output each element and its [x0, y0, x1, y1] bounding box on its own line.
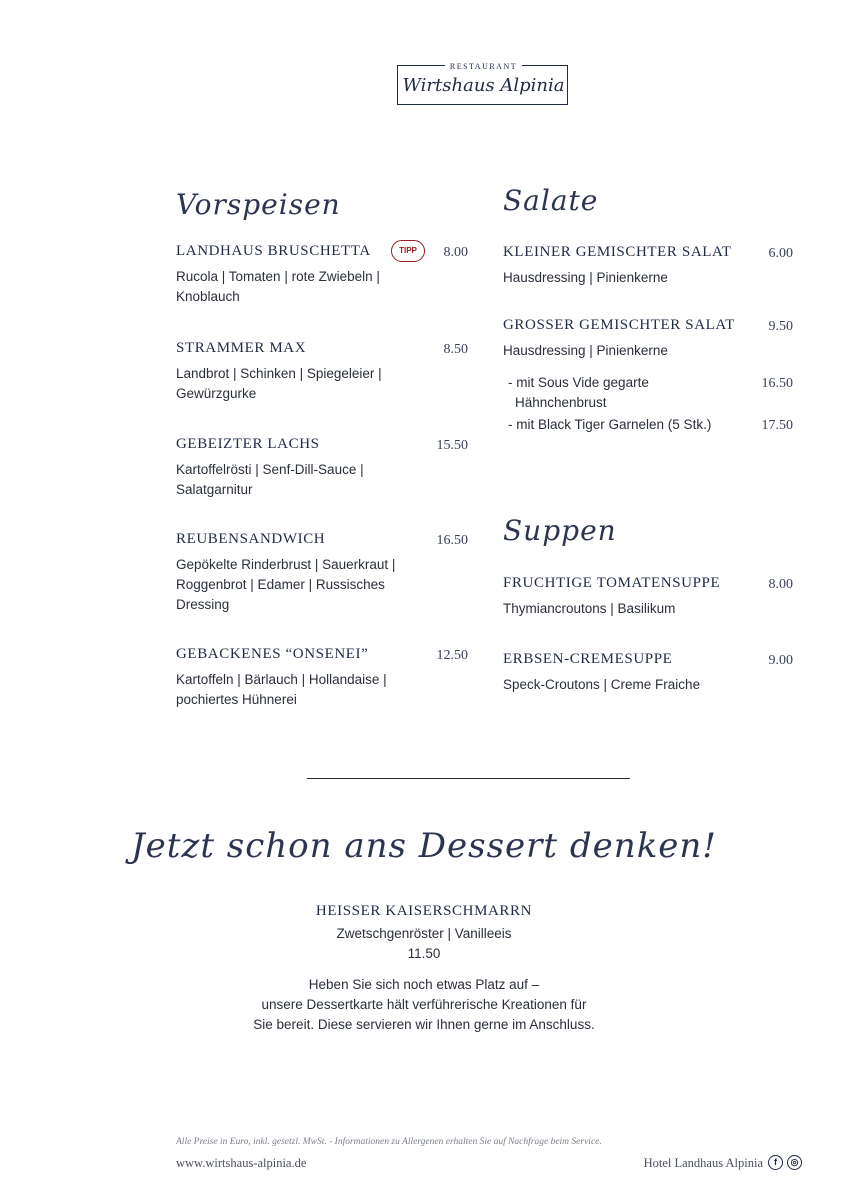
- item-price: 6.00: [768, 246, 793, 261]
- item-name: KLEINER GEMISCHTER SALAT: [503, 244, 732, 260]
- dessert-price: 11.50: [407, 946, 441, 961]
- description-line: Speck-Croutons | Creme Fraiche: [503, 677, 701, 692]
- dessert-note: [0, 975, 848, 1035]
- section-divider: [307, 778, 630, 779]
- item-name: ERBSEN-CREMESUPPE: [503, 651, 673, 667]
- instagram-icon[interactable]: ◎: [787, 1155, 802, 1170]
- restaurant-logo: [397, 56, 570, 108]
- item-description: [503, 341, 668, 361]
- item-name: GROSSER GEMISCHTER SALAT: [503, 317, 735, 333]
- description-line: Kartoffeln | Bärlauch | Hollandaise |: [176, 672, 387, 687]
- logo-script-text: Wirtshaus Alpinia: [402, 75, 565, 96]
- menu-item: [176, 646, 468, 716]
- dessert-name: HEISSER KAISERSCHMARRN: [315, 903, 533, 919]
- item-price: 9.00: [768, 653, 793, 668]
- item-name: REUBENSANDWICH: [176, 531, 326, 547]
- item-name: FRUCHTIGE TOMATENSUPPE: [503, 575, 721, 591]
- item-description: [503, 675, 700, 695]
- salad-extra: [508, 373, 649, 413]
- description-line: Roggenbrot | Edamer | Russisches: [176, 577, 385, 592]
- description-line: Landbrot | Schinken | Spiegeleier |: [176, 366, 382, 381]
- item-price: 15.50: [436, 438, 468, 453]
- extra-line: - mit Black Tiger Garnelen (5 Stk.): [508, 417, 712, 432]
- description-line: Gewürzgurke: [176, 386, 257, 401]
- item-description: [503, 599, 675, 619]
- description-line: Salatgarnitur: [176, 482, 253, 497]
- section-title-suppen: Suppen: [503, 514, 617, 547]
- dessert-note-line: unsere Dessertkarte hält verführerische Kreationen für: [261, 997, 587, 1012]
- section-title-vorspeisen: Vorspeisen: [176, 188, 341, 221]
- salad-extra: [508, 415, 711, 435]
- item-name: LANDHAUS BRUSCHETTA: [176, 243, 371, 259]
- hotel-name: Hotel Landhaus Alpinia: [643, 1156, 763, 1170]
- extra-price: 16.50: [761, 376, 793, 391]
- dessert-note-line: Heben Sie sich noch etwas Platz auf –: [308, 977, 540, 992]
- description-line: Knoblauch: [176, 289, 240, 304]
- dessert-heading: Jetzt schon ans Dessert denken!: [131, 826, 717, 866]
- description-line: Kartoffelrösti | Senf-Dill-Sauce |: [176, 462, 364, 477]
- item-description: [176, 670, 387, 710]
- item-description: [176, 555, 395, 615]
- facebook-icon[interactable]: f: [768, 1155, 783, 1170]
- item-description: [176, 460, 364, 500]
- website-link[interactable]: www.wirtshaus-alpinia.de: [176, 1156, 307, 1170]
- description-line: Hausdressing | Pinienkerne: [503, 343, 668, 358]
- dessert-note-line: Sie bereit. Diese servieren wir Ihnen gerne im Anschluss.: [253, 1017, 595, 1032]
- description-line: Hausdressing | Pinienkerne: [503, 270, 668, 285]
- item-name: GEBEIZTER LACHS: [176, 436, 320, 452]
- menu-item: [176, 531, 468, 621]
- description-line: Dressing: [176, 597, 230, 612]
- menu-item: [503, 651, 793, 701]
- section-title-salate: Salate: [503, 184, 599, 217]
- menu-item: [503, 244, 793, 294]
- menu-item: [503, 317, 793, 367]
- menu-item: [176, 243, 468, 313]
- price-allergen-note: Alle Preise in Euro, inkl. gesetzl. MwSt. - Informationen zu Allergenen erhalten Sie auf Nachfrage beim Service.: [176, 1137, 602, 1147]
- description-line: pochiertes Hühnerei: [176, 692, 297, 707]
- menu-item: [176, 436, 468, 506]
- item-description: [176, 364, 382, 404]
- menu-item: [503, 575, 793, 625]
- item-description: [176, 267, 380, 307]
- item-price: 8.00: [443, 245, 468, 260]
- logo-top-text: RESTAURANT: [445, 62, 522, 71]
- item-name: GEBACKENES “ONSENEI”: [176, 646, 369, 662]
- item-description: [503, 268, 668, 288]
- menu-item: [176, 340, 468, 410]
- extra-price: 17.50: [761, 418, 793, 433]
- description-line: Thymiancroutons | Basilikum: [503, 601, 676, 616]
- item-price: 12.50: [436, 648, 468, 663]
- item-price: 16.50: [436, 533, 468, 548]
- description-line: Gepökelte Rinderbrust | Sauerkraut |: [176, 557, 396, 572]
- item-name: STRAMMER MAX: [176, 340, 307, 356]
- dessert-description: Zwetschgenröster | Vanilleeis: [336, 926, 512, 941]
- item-price: 8.00: [768, 577, 793, 592]
- extra-line: - mit Sous Vide gegarte: [508, 375, 649, 390]
- item-price: 8.50: [443, 342, 468, 357]
- extra-line: Hähnchenbrust: [515, 395, 607, 410]
- tipp-badge: TIPP: [391, 240, 425, 262]
- description-line: Rucola | Tomaten | rote Zwiebeln |: [176, 269, 380, 284]
- item-price: 9.50: [768, 319, 793, 334]
